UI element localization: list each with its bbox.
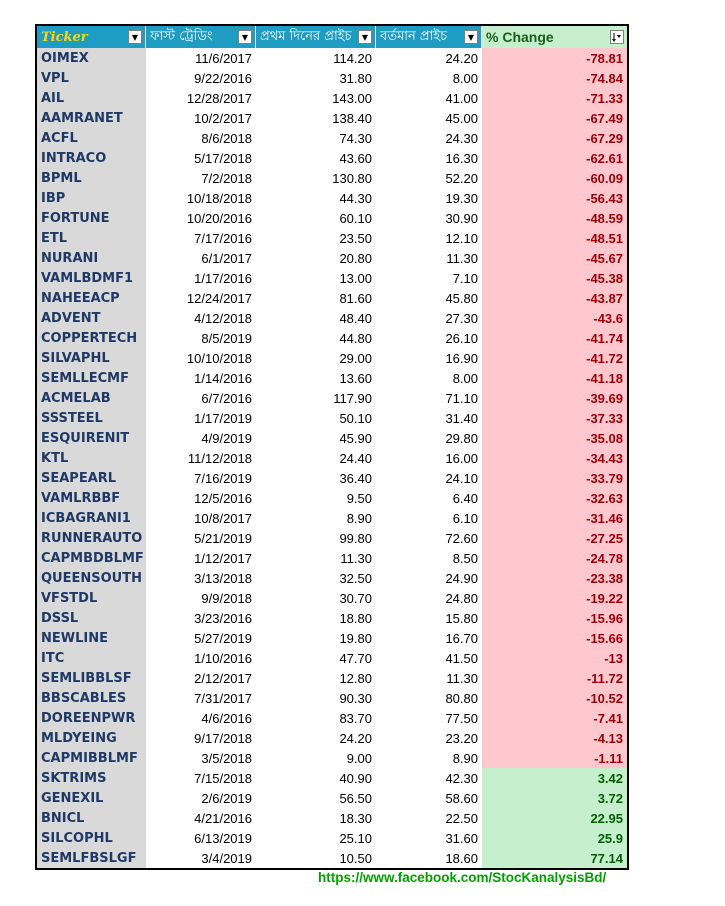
change-cell[interactable]: -43.87: [482, 288, 627, 308]
ticker-cell[interactable]: BNICL: [37, 808, 146, 828]
first-day-price-cell[interactable]: 12.80: [339, 670, 372, 686]
table-row: [37, 168, 627, 188]
table-row: [37, 328, 627, 348]
first-day-price-cell[interactable]: 44.80: [339, 330, 372, 346]
first-trading-cell[interactable]: 7/31/2017: [194, 690, 252, 706]
first-trading-cell[interactable]: 6/7/2016: [201, 390, 252, 406]
first-trading-cell[interactable]: 7/16/2019: [194, 470, 252, 486]
header-change-label: % Change: [486, 29, 554, 45]
ticker-cell[interactable]: AAMRANET: [37, 108, 146, 128]
first-day-price-cell[interactable]: 114.20: [333, 50, 372, 66]
first-day-price-cell[interactable]: 143.00: [332, 90, 372, 106]
first-trading-cell[interactable]: 2/12/2017: [194, 670, 252, 686]
current-price-cell[interactable]: 18.60: [445, 850, 478, 866]
first-trading-cell[interactable]: 4/12/2018: [194, 310, 252, 326]
table-row: [37, 68, 627, 88]
table-row: [37, 228, 627, 248]
table-row: [37, 728, 627, 748]
table-row: [37, 88, 627, 108]
ticker-cell[interactable]: ETL: [37, 228, 146, 248]
first-trading-cell[interactable]: 12/28/2017: [186, 90, 252, 106]
current-price-cell[interactable]: 16.30: [445, 150, 478, 166]
first-day-price-cell[interactable]: 24.20: [339, 730, 372, 746]
current-price-cell[interactable]: 30.90: [445, 210, 478, 226]
change-cell[interactable]: -31.46: [482, 508, 627, 528]
ticker-cell[interactable]: VPL: [37, 68, 146, 88]
change-cell[interactable]: -74.84: [482, 68, 627, 88]
ticker-cell[interactable]: SEMLFBSLGF: [37, 848, 146, 868]
change-cell[interactable]: -43.6: [482, 308, 627, 328]
table-row: [37, 308, 627, 328]
change-cell[interactable]: -1.11: [482, 748, 627, 768]
header-first-trading-label: ফাস্ট ট্রেডিং: [150, 28, 213, 44]
table-body: [37, 48, 627, 868]
first-day-price-cell[interactable]: 19.80: [339, 630, 372, 646]
first-day-price-cell[interactable]: 90.30: [339, 690, 372, 706]
ticker-cell[interactable]: AIL: [37, 88, 146, 108]
first-day-price-cell[interactable]: 56.50: [339, 790, 372, 806]
first-day-price-cell[interactable]: 43.60: [339, 150, 372, 166]
table-row: [37, 248, 627, 268]
first-day-price-cell[interactable]: 138.40: [332, 110, 372, 126]
ticker-cell[interactable]: OIMEX: [37, 48, 146, 68]
current-price-cell[interactable]: 19.30: [445, 190, 478, 206]
change-cell[interactable]: -19.22: [482, 588, 627, 608]
ticker-cell[interactable]: NURANI: [37, 248, 146, 268]
header-row: [37, 26, 627, 48]
current-price-cell[interactable]: 24.80: [445, 590, 478, 606]
header-first-day-price-label: প্রথম দিনের প্রাইচ: [260, 28, 352, 44]
footer-link[interactable]: https://www.facebook.com/StocKanalysisBd/: [318, 870, 607, 885]
table-row: [37, 408, 627, 428]
change-cell[interactable]: -67.49: [482, 108, 627, 128]
first-day-price-cell[interactable]: 45.90: [339, 430, 372, 446]
first-trading-cell[interactable]: 10/10/2018: [186, 350, 252, 366]
change-cell[interactable]: -41.18: [482, 368, 627, 388]
first-trading-cell[interactable]: 10/18/2018: [186, 190, 252, 206]
ticker-cell[interactable]: ESQUIRENIT: [37, 428, 146, 448]
current-price-cell[interactable]: 58.60: [445, 790, 478, 806]
table-row: [37, 48, 627, 68]
first-trading-cell[interactable]: 2/6/2019: [201, 790, 252, 806]
first-day-price-cell[interactable]: 31.80: [339, 70, 372, 86]
ticker-cell[interactable]: MLDYEING: [37, 728, 146, 748]
table-row: [37, 608, 627, 628]
first-trading-cell[interactable]: 3/13/2018: [194, 570, 252, 586]
first-trading-cell[interactable]: 10/2/2017: [194, 110, 252, 126]
current-price-cell[interactable]: 12.10: [445, 230, 478, 246]
filter-dropdown-icon[interactable]: ▼: [128, 30, 142, 44]
ticker-cell[interactable]: IBP: [37, 188, 146, 208]
current-price-cell[interactable]: 6.40: [452, 490, 478, 506]
first-trading-cell[interactable]: 6/13/2019: [194, 830, 252, 846]
change-cell[interactable]: -13: [482, 648, 627, 668]
change-cell[interactable]: -39.69: [482, 388, 627, 408]
first-day-price-cell[interactable]: 24.40: [339, 450, 372, 466]
table-row: [37, 548, 627, 568]
ticker-cell[interactable]: CAPMBDBLMF: [37, 548, 146, 568]
first-day-price-cell[interactable]: 36.40: [339, 470, 372, 486]
current-price-cell[interactable]: 22.50: [445, 810, 478, 826]
table-row: [37, 528, 627, 548]
first-trading-cell[interactable]: 5/21/2019: [194, 530, 252, 546]
ticker-cell[interactable]: ICBAGRANI1: [37, 508, 146, 528]
first-trading-cell[interactable]: 12/24/2017: [186, 290, 252, 306]
ticker-cell[interactable]: SEMLLECMF: [37, 368, 146, 388]
table-row: [37, 368, 627, 388]
change-cell[interactable]: -45.67: [482, 248, 627, 268]
table-row: [37, 428, 627, 448]
first-day-price-cell[interactable]: 81.60: [339, 290, 372, 306]
first-trading-cell[interactable]: 3/5/2018: [201, 750, 252, 766]
table-row: [37, 128, 627, 148]
first-day-price-cell[interactable]: 11.30: [340, 550, 372, 566]
change-cell[interactable]: 22.95: [482, 808, 627, 828]
change-cell[interactable]: 77.14: [482, 848, 627, 868]
change-cell[interactable]: -23.38: [482, 568, 627, 588]
first-day-price-cell[interactable]: 30.70: [339, 590, 372, 606]
table-row: [37, 668, 627, 688]
change-cell[interactable]: -62.61: [482, 148, 627, 168]
first-day-price-cell[interactable]: 10.50: [339, 850, 372, 866]
first-day-price-cell[interactable]: 13.00: [339, 270, 372, 286]
first-trading-cell[interactable]: 11/6/2017: [195, 50, 252, 66]
ticker-cell[interactable]: DOREENPWR: [37, 708, 146, 728]
current-price-cell[interactable]: 24.20: [445, 50, 478, 66]
change-cell[interactable]: -67.29: [482, 128, 627, 148]
first-trading-cell[interactable]: 11/12/2018: [187, 450, 252, 466]
change-cell[interactable]: -7.41: [482, 708, 627, 728]
change-cell[interactable]: -60.09: [482, 168, 627, 188]
first-trading-cell[interactable]: 5/17/2018: [194, 150, 252, 166]
table-row: [37, 448, 627, 468]
ticker-cell[interactable]: VFSTDL: [37, 588, 146, 608]
filter-dropdown-icon[interactable]: ▼: [238, 30, 252, 44]
ticker-cell[interactable]: NAHEEACP: [37, 288, 146, 308]
table-row: [37, 588, 627, 608]
table-row: [37, 768, 627, 788]
first-day-price-cell[interactable]: 44.30: [339, 190, 372, 206]
change-cell[interactable]: -15.66: [482, 628, 627, 648]
current-price-cell[interactable]: 8.00: [452, 370, 478, 386]
current-price-cell[interactable]: 16.00: [445, 450, 478, 466]
sort-descending-icon[interactable]: [610, 30, 624, 44]
change-cell[interactable]: -45.38: [482, 268, 627, 288]
table-row: [37, 848, 627, 868]
first-trading-cell[interactable]: 1/17/2019: [194, 410, 252, 426]
table-row: [37, 348, 627, 368]
first-trading-cell[interactable]: 7/17/2016: [194, 230, 252, 246]
change-cell[interactable]: -10.52: [482, 688, 627, 708]
ticker-cell[interactable]: BBSCABLES: [37, 688, 146, 708]
first-day-price-cell[interactable]: 18.30: [339, 810, 372, 826]
first-trading-cell[interactable]: 12/5/2016: [194, 490, 252, 506]
current-price-cell[interactable]: 77.50: [445, 710, 478, 726]
current-price-cell[interactable]: 8.50: [452, 550, 478, 566]
ticker-cell[interactable]: SILVAPHL: [37, 348, 146, 368]
current-price-cell[interactable]: 7.10: [452, 270, 478, 286]
table-row: [37, 208, 627, 228]
first-trading-cell[interactable]: 6/1/2017: [201, 250, 252, 266]
current-price-cell[interactable]: 45.80: [445, 290, 478, 306]
table-row: [37, 468, 627, 488]
current-price-cell[interactable]: 31.60: [445, 830, 478, 846]
first-day-price-cell[interactable]: 29.00: [339, 350, 372, 366]
table-row: [37, 388, 627, 408]
change-cell[interactable]: -35.08: [482, 428, 627, 448]
change-cell[interactable]: 3.42: [482, 768, 627, 788]
current-price-cell[interactable]: 41.00: [445, 90, 478, 106]
ticker-cell[interactable]: SKTRIMS: [37, 768, 146, 788]
header-ticker-label: Ticker: [41, 29, 88, 45]
change-cell[interactable]: -37.33: [482, 408, 627, 428]
first-day-price-cell[interactable]: 99.80: [339, 530, 372, 546]
current-price-cell[interactable]: 29.80: [445, 430, 478, 446]
current-price-cell[interactable]: 80.80: [445, 690, 478, 706]
first-trading-cell[interactable]: 9/17/2018: [194, 730, 252, 746]
table-row: [37, 568, 627, 588]
current-price-cell[interactable]: 31.40: [445, 410, 478, 426]
table-row: [37, 748, 627, 768]
filter-dropdown-icon[interactable]: ▼: [464, 30, 478, 44]
first-trading-cell[interactable]: 4/21/2016: [194, 810, 252, 826]
ticker-cell[interactable]: NEWLINE: [37, 628, 146, 648]
first-day-price-cell[interactable]: 48.40: [339, 310, 372, 326]
table-row: [37, 708, 627, 728]
current-price-cell[interactable]: 45.00: [445, 110, 478, 126]
first-day-price-cell[interactable]: 9.00: [346, 750, 372, 766]
table-row: [37, 508, 627, 528]
ticker-cell[interactable]: SSSTEEL: [37, 408, 146, 428]
first-day-price-cell[interactable]: 130.80: [332, 170, 372, 186]
table-row: [37, 148, 627, 168]
first-trading-cell[interactable]: 1/17/2016: [194, 270, 252, 286]
header-first-day-price[interactable]: [256, 26, 376, 48]
first-day-price-cell[interactable]: 20.80: [339, 250, 372, 266]
first-day-price-cell[interactable]: 40.90: [339, 770, 372, 786]
current-price-cell[interactable]: 8.90: [452, 750, 478, 766]
change-cell[interactable]: 3.72: [482, 788, 627, 808]
ticker-cell[interactable]: FORTUNE: [37, 208, 146, 228]
first-day-price-cell[interactable]: 23.50: [339, 230, 372, 246]
current-price-cell[interactable]: 41.50: [445, 650, 478, 666]
first-day-price-cell[interactable]: 9.50: [346, 490, 372, 506]
current-price-cell[interactable]: 24.10: [445, 470, 478, 486]
current-price-cell[interactable]: 24.90: [445, 570, 478, 586]
first-trading-cell[interactable]: 3/4/2019: [201, 850, 252, 866]
first-day-price-cell[interactable]: 18.80: [339, 610, 372, 626]
first-day-price-cell[interactable]: 83.70: [339, 710, 372, 726]
change-cell[interactable]: -48.51: [482, 228, 627, 248]
first-day-price-cell[interactable]: 74.30: [339, 130, 372, 146]
first-trading-cell[interactable]: 9/9/2018: [201, 590, 252, 606]
change-cell[interactable]: -27.25: [482, 528, 627, 548]
current-price-cell[interactable]: 16.70: [445, 630, 478, 646]
header-current-price[interactable]: [376, 26, 482, 48]
ticker-cell[interactable]: GENEXIL: [37, 788, 146, 808]
current-price-cell[interactable]: 26.10: [445, 330, 478, 346]
table-row: [37, 648, 627, 668]
first-day-price-cell[interactable]: 47.70: [339, 650, 372, 666]
first-trading-cell[interactable]: 5/27/2019: [194, 630, 252, 646]
current-price-cell[interactable]: 23.20: [445, 730, 478, 746]
table-row: [37, 828, 627, 848]
change-cell[interactable]: -32.63: [482, 488, 627, 508]
ticker-cell[interactable]: COPPERTECH: [37, 328, 146, 348]
table-row: [37, 628, 627, 648]
header-change[interactable]: [482, 26, 627, 48]
table-row: [37, 268, 627, 288]
current-price-cell[interactable]: 11.30: [446, 250, 478, 266]
current-price-cell[interactable]: 11.30: [446, 670, 478, 686]
ticker-cell[interactable]: QUEENSOUTH: [37, 568, 146, 588]
change-cell[interactable]: -4.13: [482, 728, 627, 748]
ticker-cell[interactable]: SEAPEARL: [37, 468, 146, 488]
first-trading-cell[interactable]: 1/10/2016: [194, 650, 252, 666]
ticker-cell[interactable]: SEMLIBBLSF: [37, 668, 146, 688]
current-price-cell[interactable]: 16.90: [445, 350, 478, 366]
first-trading-cell[interactable]: 8/5/2019: [201, 330, 252, 346]
ticker-cell[interactable]: SILCOPHL: [37, 828, 146, 848]
change-cell[interactable]: -71.33: [482, 88, 627, 108]
first-day-price-cell[interactable]: 32.50: [339, 570, 372, 586]
change-cell[interactable]: 25.9: [482, 828, 627, 848]
ticker-cell[interactable]: ADVENT: [37, 308, 146, 328]
ticker-cell[interactable]: KTL: [37, 448, 146, 468]
ticker-cell[interactable]: DSSL: [37, 608, 146, 628]
ticker-cell[interactable]: VAMLBDMF1: [37, 268, 146, 288]
current-price-cell[interactable]: 72.60: [445, 530, 478, 546]
ticker-cell[interactable]: ITC: [37, 648, 146, 668]
change-cell[interactable]: -15.96: [482, 608, 627, 628]
table-row: [37, 788, 627, 808]
first-trading-cell[interactable]: 8/6/2018: [201, 130, 252, 146]
first-trading-cell[interactable]: 9/22/2016: [194, 70, 252, 86]
header-first-trading[interactable]: [146, 26, 256, 48]
first-day-price-cell[interactable]: 25.10: [339, 830, 372, 846]
change-cell[interactable]: -24.78: [482, 548, 627, 568]
first-trading-cell[interactable]: 10/8/2017: [194, 510, 252, 526]
table-row: [37, 288, 627, 308]
first-trading-cell[interactable]: 4/6/2016: [201, 710, 252, 726]
first-day-price-cell[interactable]: 50.10: [339, 410, 372, 426]
change-cell[interactable]: -34.43: [482, 448, 627, 468]
first-trading-cell[interactable]: 4/9/2019: [201, 430, 252, 446]
first-trading-cell[interactable]: 7/2/2018: [201, 170, 252, 186]
change-cell[interactable]: -41.72: [482, 348, 627, 368]
change-cell[interactable]: -48.59: [482, 208, 627, 228]
spreadsheet-table: [35, 24, 629, 870]
header-current-price-label: বর্তমান প্রাইচ: [380, 28, 448, 44]
ticker-cell[interactable]: BPML: [37, 168, 146, 188]
current-price-cell[interactable]: 27.30: [445, 310, 478, 326]
filter-dropdown-icon[interactable]: ▼: [358, 30, 372, 44]
change-cell[interactable]: -56.43: [482, 188, 627, 208]
first-trading-cell[interactable]: 1/14/2016: [194, 370, 252, 386]
current-price-cell[interactable]: 52.20: [445, 170, 478, 186]
ticker-cell[interactable]: ACFL: [37, 128, 146, 148]
first-day-price-cell[interactable]: 60.10: [339, 210, 372, 226]
change-cell[interactable]: -11.72: [482, 668, 627, 688]
change-cell[interactable]: -41.74: [482, 328, 627, 348]
first-trading-cell[interactable]: 7/15/2018: [194, 770, 252, 786]
first-day-price-cell[interactable]: 13.60: [339, 370, 372, 386]
current-price-cell[interactable]: 24.30: [445, 130, 478, 146]
first-trading-cell[interactable]: 3/23/2016: [194, 610, 252, 626]
change-cell[interactable]: -33.79: [482, 468, 627, 488]
current-price-cell[interactable]: 15.80: [445, 610, 478, 626]
first-day-price-cell[interactable]: 117.90: [333, 390, 372, 406]
ticker-cell[interactable]: CAPMIBBLMF: [37, 748, 146, 768]
table-row: [37, 108, 627, 128]
first-day-price-cell[interactable]: 8.90: [346, 510, 372, 526]
table-row: [37, 688, 627, 708]
table-row: [37, 188, 627, 208]
ticker-cell[interactable]: VAMLRBBF: [37, 488, 146, 508]
first-trading-cell[interactable]: 10/20/2016: [186, 210, 252, 226]
change-cell[interactable]: -78.81: [482, 48, 627, 68]
current-price-cell[interactable]: 71.10: [445, 390, 478, 406]
current-price-cell[interactable]: 8.00: [452, 70, 478, 86]
current-price-cell[interactable]: 6.10: [452, 510, 478, 526]
table-row: [37, 488, 627, 508]
header-ticker[interactable]: [37, 26, 146, 48]
first-trading-cell[interactable]: 1/12/2017: [194, 550, 252, 566]
ticker-cell[interactable]: INTRACO: [37, 148, 146, 168]
table-row: [37, 808, 627, 828]
current-price-cell[interactable]: 42.30: [445, 770, 478, 786]
ticker-cell[interactable]: ACMELAB: [37, 388, 146, 408]
ticker-cell[interactable]: RUNNERAUTO: [37, 528, 146, 548]
